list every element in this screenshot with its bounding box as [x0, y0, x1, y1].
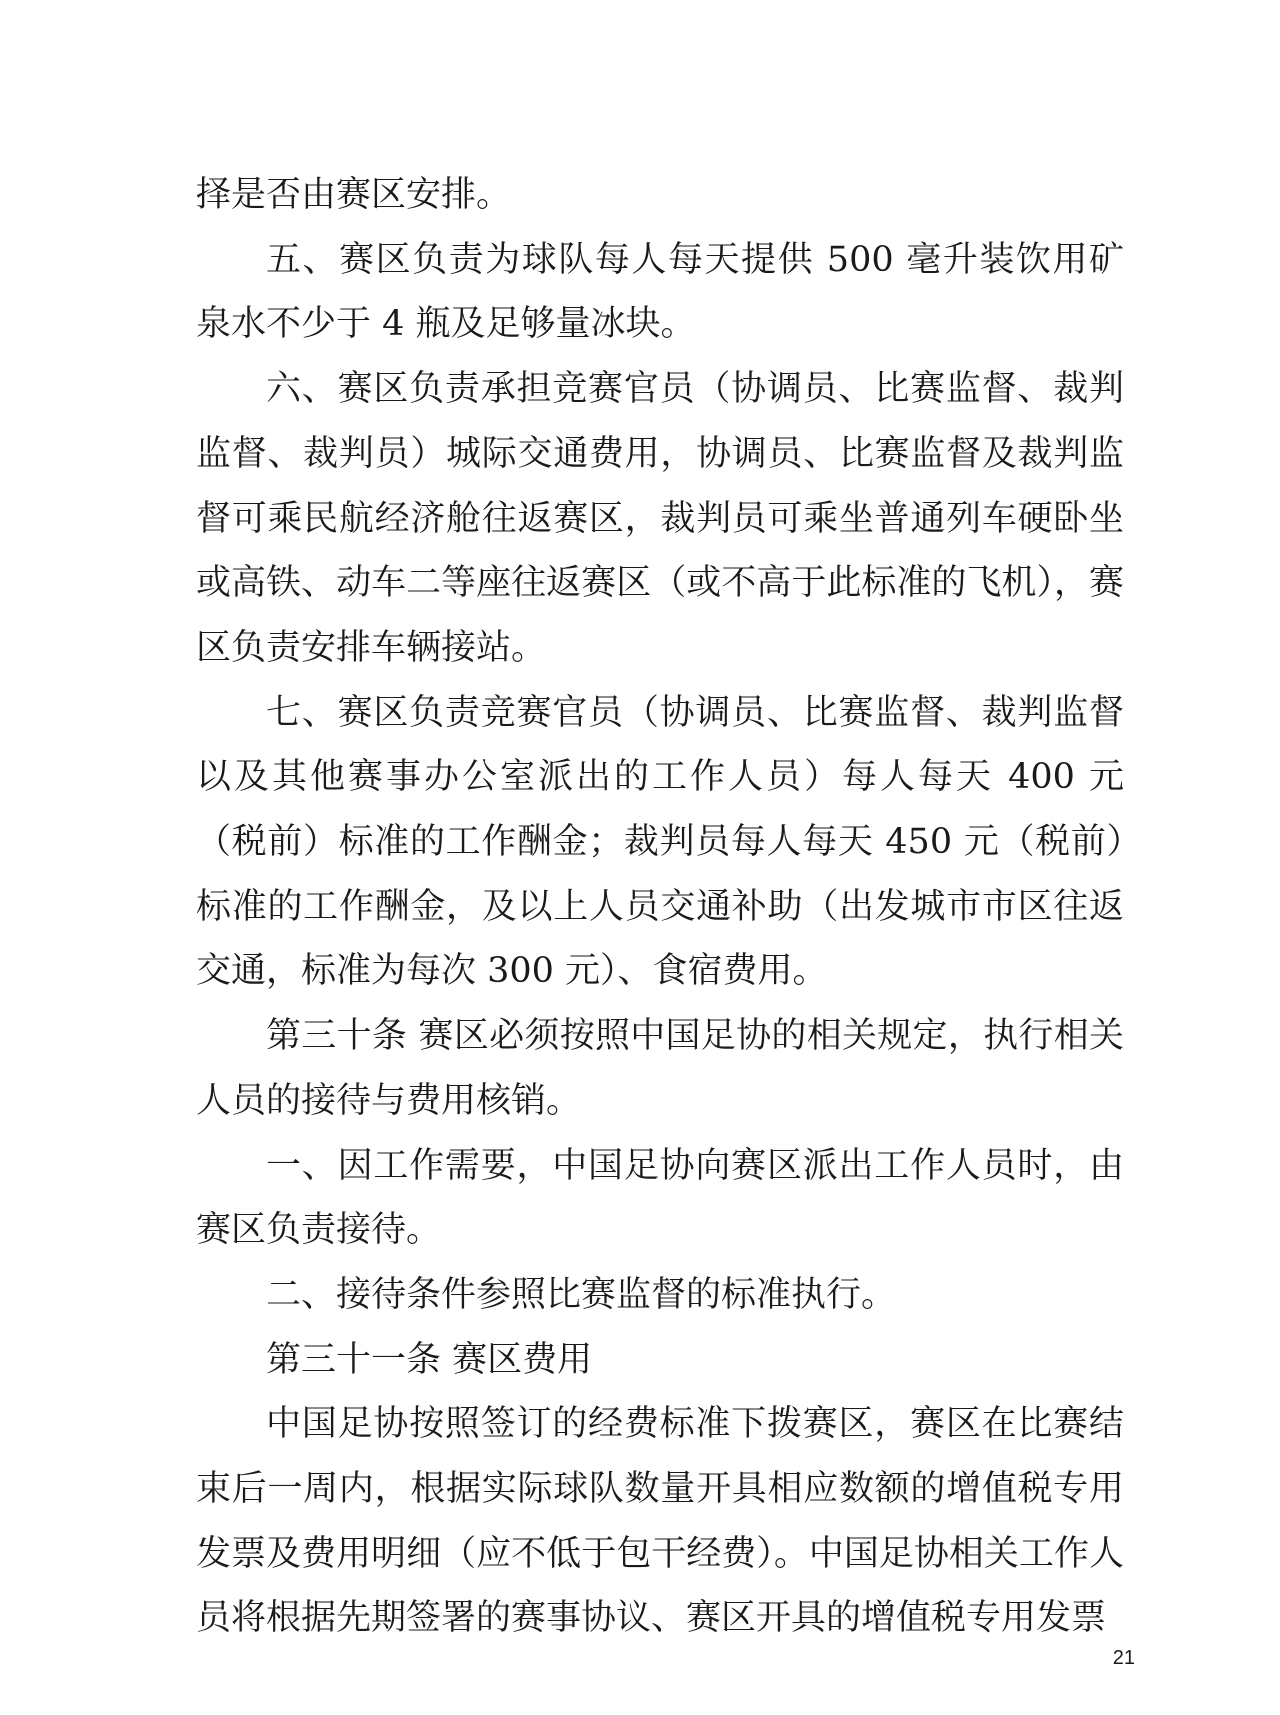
paragraph-article-31-body: 中国足协按照签订的经费标准下拨赛区，赛区在比赛结束后一周内，根据实际球队数量开具相应数额的增值税专用发票及费用明细（应不低于包干经费）。中国足协相关工作人员将根据先期签署的赛事协议、赛区开具的增值税专用发票: [196, 1404, 1124, 1639]
paragraph-article-31-heading: 第三十一条 赛区费用: [266, 1339, 593, 1380]
paragraph-item-6: 六、赛区负责承担竞赛官员（协调员、比赛监督、裁判监督、裁判员）城际交通费用，协调员、比赛监督及裁判监督可乘民航经济舱往返赛区，裁判员可乘坐普通列车硬卧坐或高铁、动车二等座往返赛区（或不高于此标准的飞机），赛区负责安排车辆接站。: [196, 369, 1124, 668]
paragraph-article-30-item-1: 一、因工作需要，中国足协向赛区派出工作人员时，由赛区负责接待。: [196, 1145, 1124, 1251]
body-text: [196, 163, 1124, 1651]
paragraph-article-30-item-2: 二、接待条件参照比赛监督的标准执行。: [266, 1274, 897, 1315]
paragraph-article-30: 第三十条 赛区必须按照中国足协的相关规定，执行相关人员的接待与费用核销。: [196, 1016, 1124, 1121]
page-number: 21: [1112, 1647, 1135, 1669]
paragraph-item-7: 七、赛区负责竞赛官员（协调员、比赛监督、裁判监督以及其他赛事办公室派出的工作人员）每人每天 400 元（税前）标准的工作酬金；裁判员每人每天 450 元（税前）标准的工作酬金，及以上人员交通补助（出发城市市区往返交通，标准为每次 300 元）、食宿费用。: [196, 692, 1124, 992]
paragraph-item-5: 五、赛区负责为球队每人每天提供 500 毫升装饮用矿泉水不少于 4 瓶及足够量冰块。: [196, 239, 1124, 345]
paragraph-continuation: 择是否由赛区安排。: [196, 175, 512, 215]
